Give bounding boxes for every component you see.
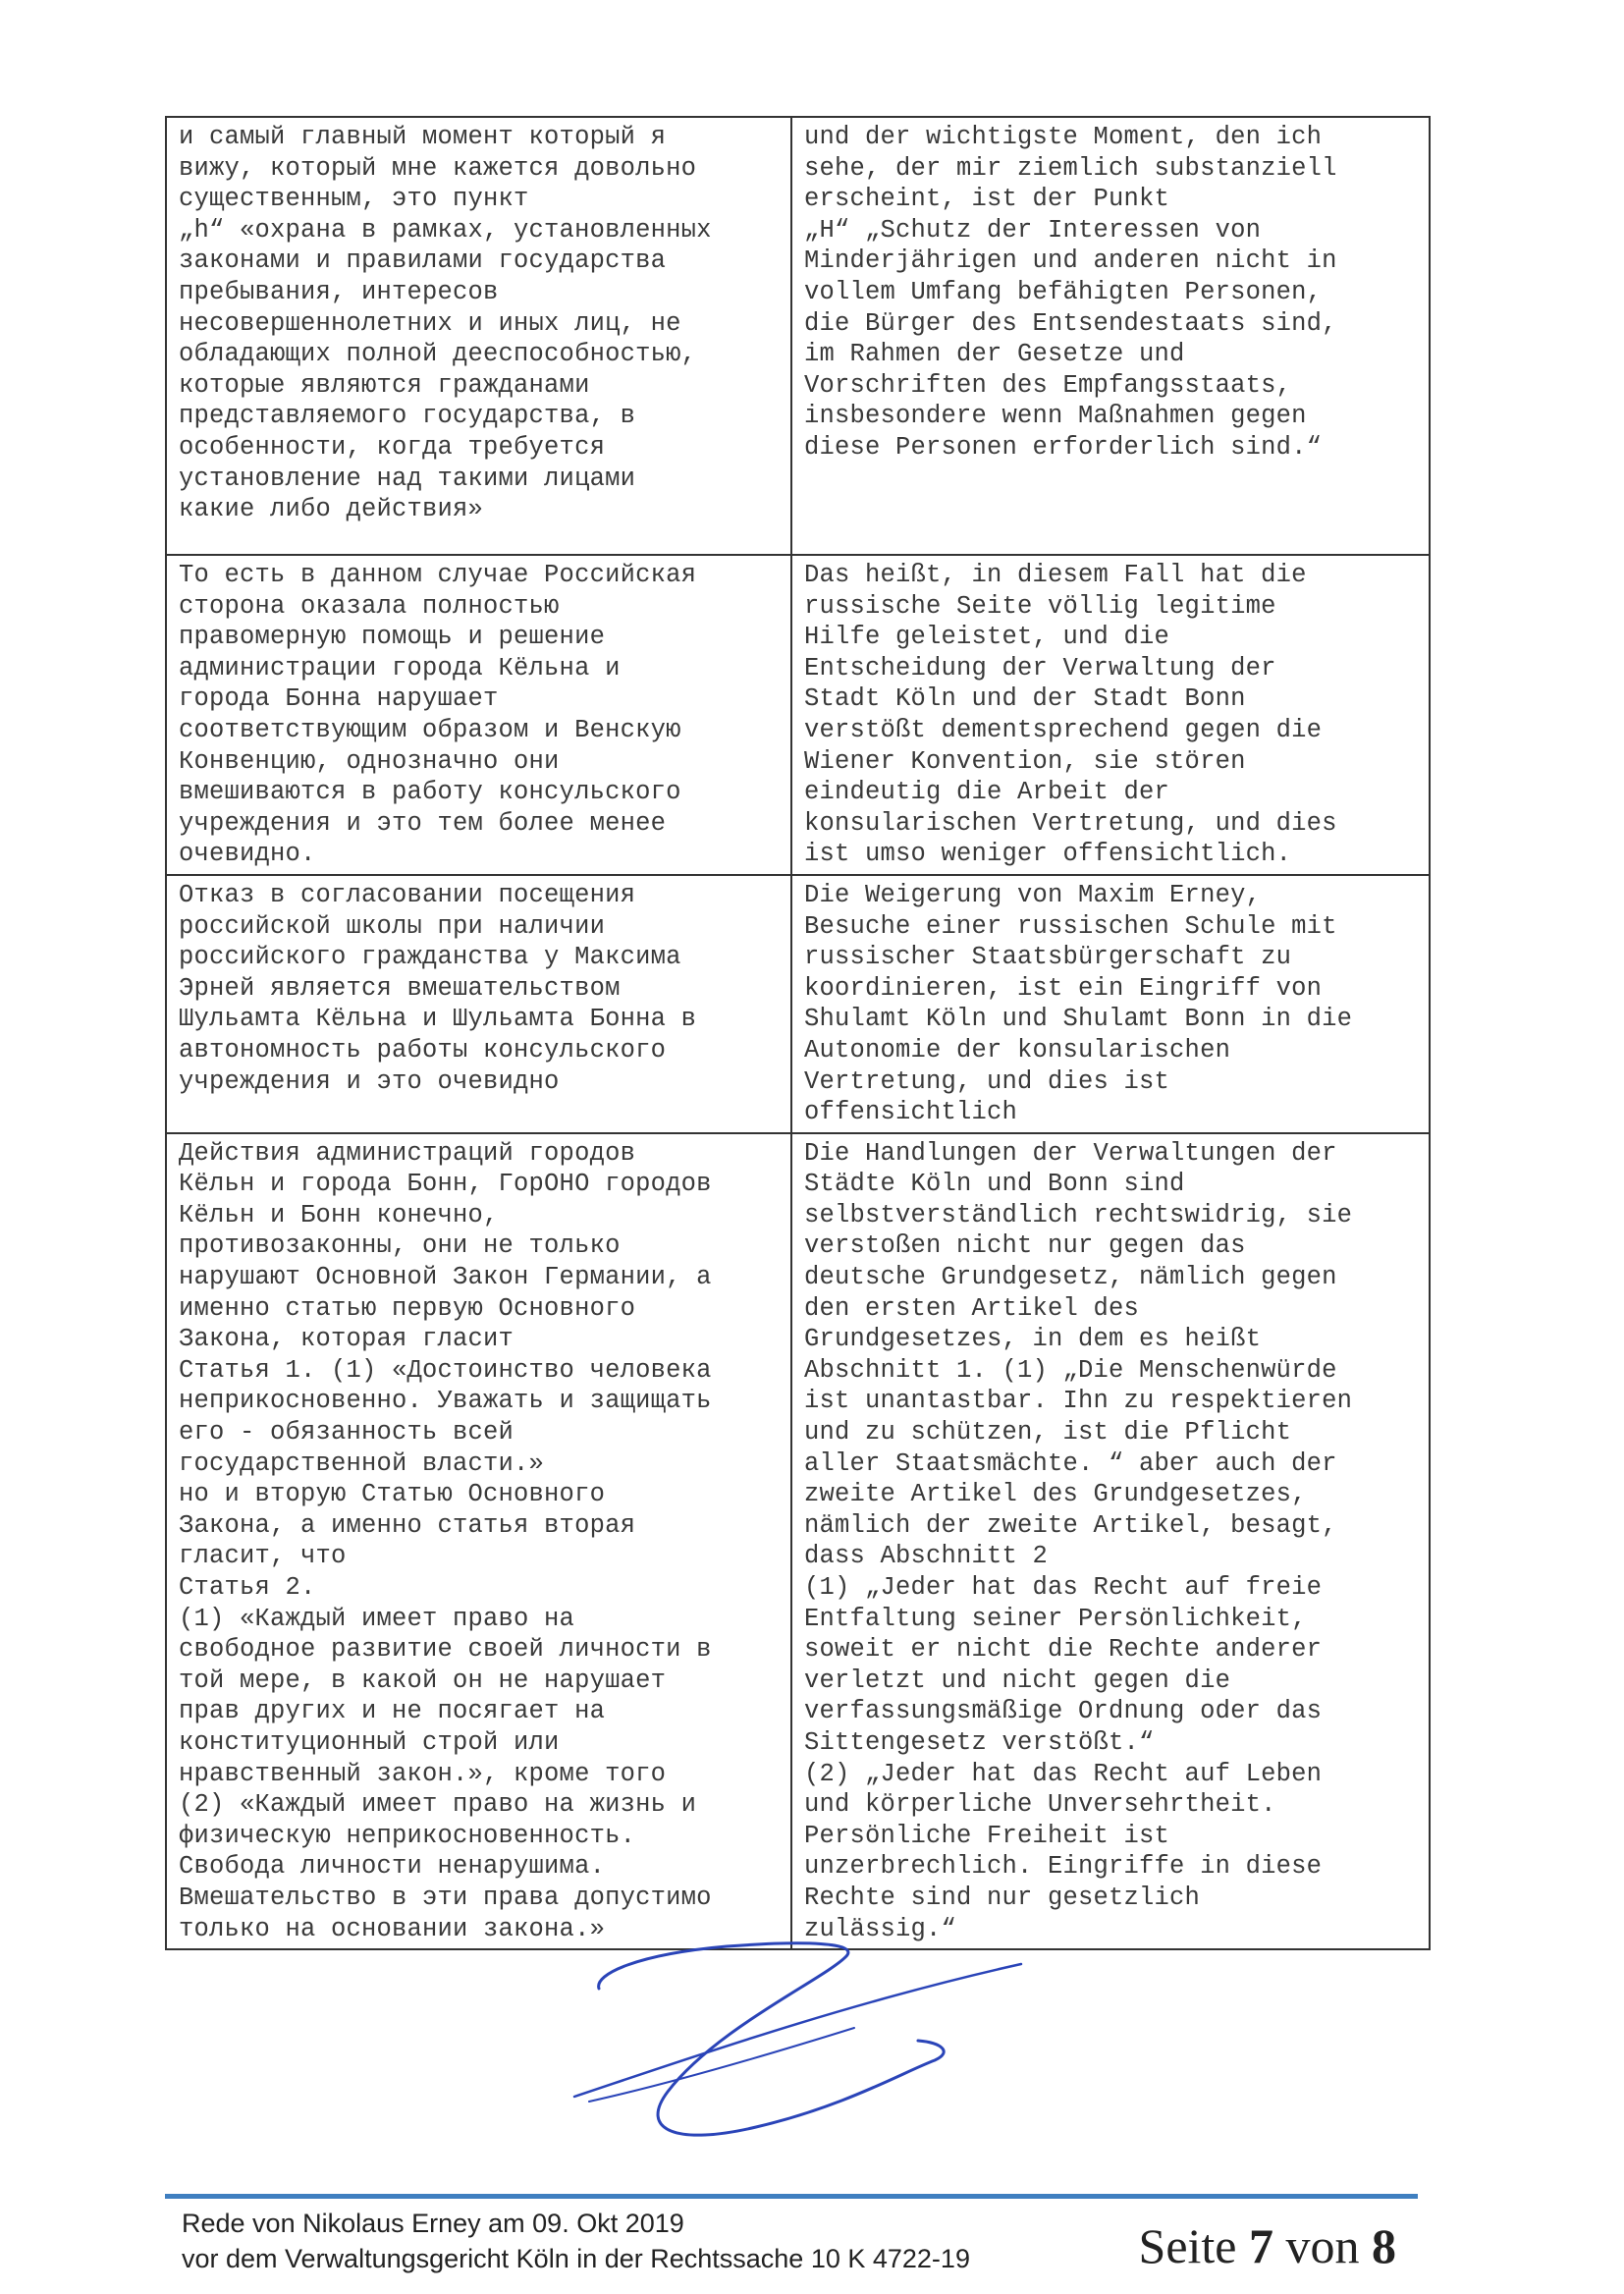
page-word: Seite [1138, 2218, 1237, 2273]
translation-table [165, 116, 1431, 1950]
russian-cell: и самый главный момент который я вижу, который мне кажется довольно существенным, это пункт „h“ «охрана в рамках, установленных законами и правилами государства пребывания, интересов несовершеннолетних и иных лиц, не обладающих полной дееспособностью, которые являются гражданами представляемого государства, в особенности, когда требуется установление над такими лицами какие либо действия» [166, 117, 791, 555]
table-row [166, 555, 1430, 875]
german-cell: Das heißt, in diesem Fall hat die russische Seite völlig legitime Hilfe geleistet, und die Entscheidung der Verwaltung der Stadt Köln und der Stadt Bonn verstößt dementsprechend gegen die Wiener Konvention, sie stören eindeutig die Arbeit der konsularischen Vertretung, und dies ist umso weniger offensichtlich. [791, 555, 1430, 875]
footer-caption [182, 2206, 970, 2276]
page-number [1139, 2217, 1396, 2274]
russian-cell: То есть в данном случае Российская сторона оказала полностью правомерную помощь и решение администрации города Кёльна и города Бонна нарушает соответствующим образом и Венскую Конвенцию, однозначно они вмешиваются в работу консульского учреждения и это тем более менее очевидно. [166, 555, 791, 875]
footer-line-2: vor dem Verwaltungsgericht Köln in der Rechtssache 10 K 4722-19 [182, 2244, 970, 2273]
russian-cell: Действия администраций городов Кёльн и города Бонн, ГорОНО городов Кёльн и Бонн конечно, противозаконны, они не только нарушают Основной Закон Германии, а именно статью первую Основного Закона, которая гласит Статья 1. (1) «Достоинство человека неприкосновенно. Уважать и защищать его - обязанность всей государственной власти.» но и вторую Статью Основного Закона, а именно статья вторая гласит, что Статья 2. (1) «Каждый имеет право на свободное развитие своей личности в той мере, в какой он не нарушает прав других и не посягает на конституционный строй или нравственный закон.», кроме того (2) «Каждый имеет право на жизнь и физическую неприкосновенность. Свобода личности ненарушима. Вмешательство в эти права допустимо только на основании закона.» [166, 1133, 791, 1949]
signature [530, 1935, 1041, 2160]
german-cell: und der wichtigste Moment, den ich sehe, der mir ziemlich substanziell erscheint, ist der Punkt „H“ „Schutz der Interessen von Minderjährigen und anderen nicht in vollem Umfang befähigten Personen, die Bürger des Entsendestaats sind, im Rahmen der Gesetze und Vorschriften des Empfangsstaats, insbesondere wenn Maßnahmen gegen diese Personen erforderlich sind.“ [791, 117, 1430, 555]
german-cell: Die Weigerung von Maxim Erney, Besuche einer russischen Schule mit russischer Staatsbürgerschaft zu koordinieren, ist ein Eingriff von Shulamt Köln und Shulamt Bonn in die Autonomie der konsularischen Vertretung, und dies ist offensichtlich [791, 875, 1430, 1133]
footer-line-1: Rede von Nikolaus Erney am 09. Okt 2019 [182, 2209, 684, 2238]
german-cell: Die Handlungen der Verwaltungen der Städte Köln und Bonn sind selbstverständlich rechtswidrig, sie verstoßen nicht nur gegen das deutsche Grundgesetz, nämlich gegen den ersten Artikel des Grundgesetzes, in dem es heißt Abschnitt 1. (1) „Die Menschenwürde ist unantastbar. Ihn zu respektieren und zu schützen, ist die Pflicht aller Staatsmächte. “ aber auch der zweite Artikel des Grundgesetzes, nämlich der zweite Artikel, besagt, dass Abschnitt 2 (1) „Jeder hat das Recht auf freie Entfaltung seiner Persönlichkeit, soweit er nicht die Rechte anderer verletzt und nicht gegen die verfassungsmäßige Ordnung oder das Sittengesetz verstößt.“ (2) „Jeder hat das Recht auf Leben und körperliche Unversehrtheit. Persönliche Freiheit ist unzerbrechlich. Eingriffe in diese Rechte sind nur gesetzlich zulässig.“ [791, 1133, 1430, 1949]
russian-cell: Отказ в согласовании посещения российской школы при наличии российского гражданства у Максима Эрней является вмешательством Шульамта Кёльна и Шульамта Бонна в автономность работы консульского учреждения и это очевидно [166, 875, 791, 1133]
page-total: 8 [1372, 2218, 1396, 2273]
page-of: von [1285, 2218, 1360, 2273]
footer-divider [165, 2194, 1418, 2199]
table-row [166, 1133, 1430, 1949]
page-current: 7 [1249, 2218, 1273, 2273]
table-row [166, 117, 1430, 555]
table-row [166, 875, 1430, 1133]
